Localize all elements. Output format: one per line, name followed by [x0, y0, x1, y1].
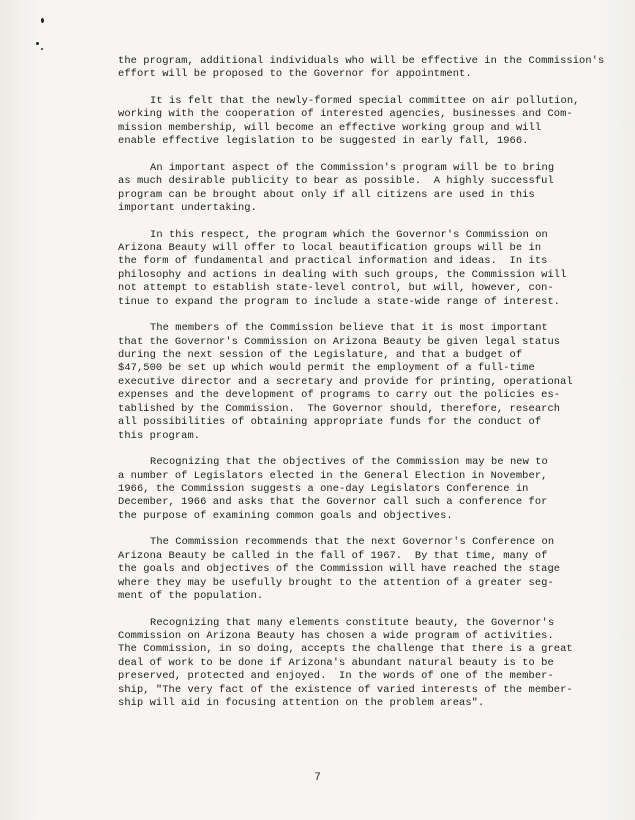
text-line: ship will aid in focusing attention on the problem areas". [118, 696, 485, 709]
scan-speck [36, 42, 39, 45]
text-line: Recognizing that many elements constitute beauty, the Governor's [150, 616, 555, 629]
text-line: effort will be proposed to the Governor for appointment. [118, 68, 472, 81]
paragraph [118, 55, 608, 82]
text-line: December, 1966 and asks that the Governor call such a conference for [118, 496, 548, 509]
text-line: Commission on Arizona Beauty has chosen a wide program of activities. [118, 629, 554, 642]
text-line: Recognizing that the objectives of the Commission may be new to [150, 456, 548, 469]
text-line: this program. [118, 429, 201, 442]
text-line: working with the cooperation of interested agencies, businesses and Com- [118, 108, 573, 121]
text-line: expenses and the development of programs to carry out the policies es- [118, 389, 561, 402]
body-text [118, 55, 608, 724]
scan-speck [41, 48, 43, 50]
text-line: philosophy and actions in dealing with such groups, the Commission will [118, 268, 567, 281]
text-line: the form of fundamental and practical information and ideas. In its [118, 255, 548, 268]
paragraph [118, 617, 608, 711]
text-line: Arizona Beauty will offer to local beautification groups will be in [118, 242, 542, 255]
text-line: 1966, the Commission suggests a one-day Legislators Conference in [118, 482, 529, 495]
text-line: It is felt that the newly-formed special committee on air pollution, [150, 95, 580, 107]
scan-speck [41, 18, 44, 23]
text-line: preserved, protected and enjoyed. In the words of one of the member- [118, 670, 554, 683]
text-line: The members of the Commission believe that it is most important [150, 322, 548, 335]
text-line: a number of Legislators elected in the General Election in November, [118, 469, 548, 482]
text-line: as much desirable publicity to bear as possible. A highly successful [118, 175, 554, 188]
text-line: Arizona Beauty be called in the fall of 1967. By that time, many of [118, 549, 548, 562]
text-line: all possibilities of obtaining appropriate funds for the conduct of [118, 416, 542, 429]
text-line: tinue to expand the program to include a state-wide range of interest. [118, 295, 561, 308]
text-line: that the Governor's Commission on Arizona Beauty be given legal status [118, 335, 561, 348]
paragraph [118, 456, 608, 523]
page-number: 7 [314, 772, 321, 784]
text-line: enable effective legislation to be suggested in early fall, 1966. [118, 135, 529, 148]
text-line: important undertaking. [118, 202, 257, 215]
paragraph [118, 95, 608, 149]
text-line: not attempt to establish state-level control, but will, however, con- [118, 282, 554, 295]
text-line: the program, additional individuals who will be effective in the Commission's [118, 55, 605, 67]
text-line: $47,500 be set up which would permit the employment of a full-time [118, 362, 535, 375]
text-line: during the next session of the Legislature, and that a budget of [118, 349, 523, 362]
text-line: the goals and objectives of the Commission will have reached the stage [118, 563, 561, 576]
text-line: The Commission, in so doing, accepts the challenge that there is a great [118, 643, 573, 656]
text-line: The Commission recommends that the next Governor's Conference on [150, 536, 555, 549]
text-line: mission membership, will become an effective working group and will [118, 121, 542, 134]
text-line: ment of the population. [118, 589, 264, 602]
text-line: the purpose of examining common goals and objectives. [118, 509, 453, 522]
text-line: In this respect, the program which the Governor's Commission on [150, 228, 548, 241]
text-line: An important aspect of the Commission's program will be to bring [150, 161, 555, 174]
text-line: executive director and a secretary and provide for printing, operational [118, 375, 573, 388]
paragraph [118, 162, 608, 216]
text-line: tablished by the Commission. The Governor should, therefore, research [118, 402, 561, 415]
text-line: deal of work to be done if Arizona's abundant natural beauty is to be [118, 656, 554, 669]
paragraph [118, 229, 608, 309]
paragraph [118, 536, 608, 603]
text-line: where they may be usefully brought to the attention of a greater seg- [118, 576, 554, 589]
paragraph [118, 322, 608, 443]
text-line: ship, "The very fact of the existence of varied interests of the member- [118, 683, 573, 696]
text-line: program can be brought about only if all citizens are used in this [118, 188, 535, 201]
